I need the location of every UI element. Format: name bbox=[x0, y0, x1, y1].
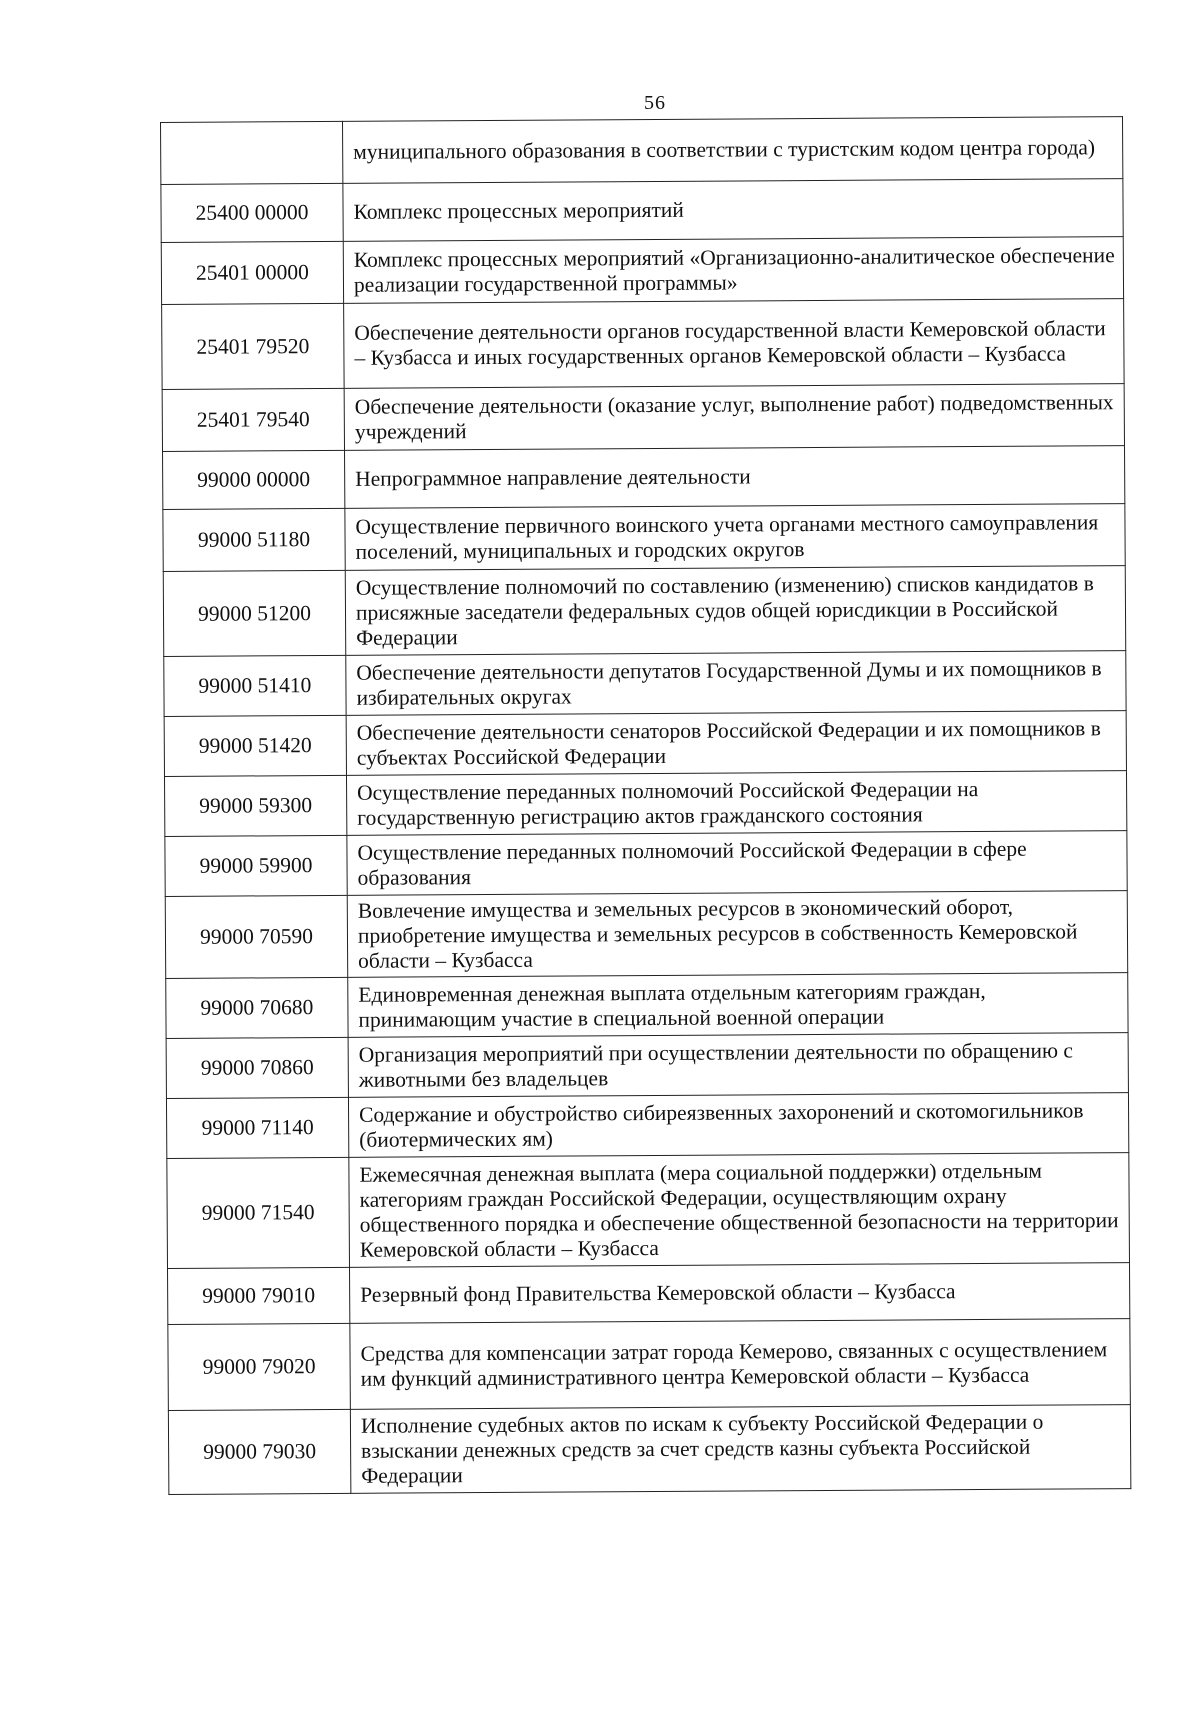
code-cell: 99000 70860 bbox=[166, 1037, 348, 1098]
description-cell: Обеспечение деятельности сенаторов Российской Федерации и их помощников в субъектах Российской Федерации bbox=[346, 711, 1126, 776]
code-cell: 25401 79540 bbox=[162, 388, 344, 451]
code-cell: 99000 51180 bbox=[163, 508, 345, 571]
table-row bbox=[161, 117, 1123, 185]
code-cell: 25401 00000 bbox=[161, 241, 343, 304]
description-cell: Комплекс процессных мероприятий «Организационно-аналитическое обеспечение реализации государственной программы» bbox=[343, 237, 1123, 304]
table-row bbox=[163, 504, 1125, 572]
page-number: 56 bbox=[644, 92, 666, 114]
table-row bbox=[163, 446, 1125, 510]
description-cell: Содержание и обустройство сибиреязвенных захоронений и скотомогильников (биотермических ям) bbox=[348, 1093, 1128, 1158]
code-cell: 99000 70590 bbox=[165, 895, 347, 978]
description-cell: Осуществление переданных полномочий Российской Федерации на государственную регистрацию актов гражданского состояния bbox=[346, 771, 1126, 836]
table-row bbox=[168, 1263, 1130, 1325]
description-cell: муниципального образования в соответствии с туристским кодом центра города) bbox=[342, 117, 1122, 184]
code-cell: 99000 79030 bbox=[168, 1409, 351, 1494]
table-row bbox=[168, 1319, 1131, 1411]
code-cell: 99000 79020 bbox=[168, 1323, 351, 1410]
budget-classification-table bbox=[160, 116, 1131, 1495]
description-cell: Непрограммное направление деятельности bbox=[345, 446, 1125, 509]
description-cell: Средства для компенсации затрат города Кемерово, связанных с осуществлением им функций административного центра Кемеровской области – Кузбасса bbox=[350, 1319, 1131, 1410]
description-cell: Исполнение судебных актов по искам к субъекту Российской Федерации о взыскании денежных средств за счет средств казны субъекта Российской Федерации bbox=[350, 1405, 1130, 1494]
code-cell: 25401 79520 bbox=[162, 303, 345, 389]
description-cell: Резервный фонд Правительства Кемеровской области – Кузбасса bbox=[350, 1263, 1130, 1324]
table-row bbox=[161, 179, 1123, 243]
code-cell: 99000 71140 bbox=[166, 1097, 348, 1158]
description-cell: Ежемесячная денежная выплата (мера социальной поддержки) отдельным категориям граждан Российской Федерации, осуществляющим охрану общественного порядка и обеспечение общественной безопасности на территории Кемеровской области – Кузбасса bbox=[349, 1153, 1130, 1268]
table-row bbox=[166, 1033, 1128, 1099]
table-row bbox=[163, 566, 1126, 657]
table-row bbox=[162, 384, 1124, 452]
code-cell: 99000 79010 bbox=[168, 1267, 350, 1324]
code-cell: 99000 71540 bbox=[167, 1157, 350, 1268]
table-row bbox=[166, 1093, 1128, 1159]
table-row bbox=[161, 237, 1123, 305]
table-row bbox=[168, 1405, 1130, 1495]
table-row bbox=[166, 973, 1128, 1039]
code-cell: 99000 70680 bbox=[166, 977, 348, 1038]
description-cell: Вовлечение имущества и земельных ресурсов в экономический оборот, приобретение имущества и земельных ресурсов в собственность Кемеровской области – Кузбасса bbox=[347, 891, 1127, 978]
description-cell: Обеспечение деятельности органов государственной власти Кемеровской области – Кузбасса и иных государственных органов Кемеровской области – Кузбасса bbox=[344, 299, 1125, 389]
code-cell bbox=[161, 121, 343, 184]
code-cell: 99000 51200 bbox=[163, 570, 346, 656]
code-cell: 99000 59300 bbox=[164, 775, 346, 836]
table-row bbox=[164, 771, 1126, 837]
code-cell: 99000 00000 bbox=[163, 450, 345, 509]
table-row bbox=[162, 299, 1125, 390]
description-cell: Организация мероприятий при осуществлении деятельности по обращению с животными без владельцев bbox=[348, 1033, 1128, 1098]
table-row bbox=[164, 651, 1126, 717]
code-cell: 25400 00000 bbox=[161, 183, 343, 242]
code-cell: 99000 59900 bbox=[165, 835, 347, 896]
code-cell: 99000 51410 bbox=[164, 655, 346, 716]
description-cell: Обеспечение деятельности депутатов Государственной Думы и их помощников в избирательных округах bbox=[346, 651, 1126, 716]
description-cell: Осуществление первичного воинского учета органами местного самоуправления поселений, муниципальных и городских округов bbox=[345, 504, 1125, 571]
description-cell: Осуществление переданных полномочий Российской Федерации в сфере образования bbox=[347, 831, 1127, 896]
description-cell: Комплекс процессных мероприятий bbox=[343, 179, 1123, 242]
description-cell: Единовременная денежная выплата отдельным категориям граждан, принимающим участие в специальной военной операции bbox=[348, 973, 1128, 1038]
table-row bbox=[167, 1153, 1130, 1269]
table-row bbox=[165, 831, 1127, 897]
table-row bbox=[165, 891, 1127, 979]
code-cell: 99000 51420 bbox=[164, 715, 346, 776]
table-row bbox=[164, 711, 1126, 777]
description-cell: Обеспечение деятельности (оказание услуг, выполнение работ) подведомственных учреждений bbox=[344, 384, 1124, 451]
description-cell: Осуществление полномочий по составлению (изменению) списков кандидатов в присяжные заседатели федеральных судов общей юрисдикции в Российской Федерации bbox=[345, 566, 1126, 656]
